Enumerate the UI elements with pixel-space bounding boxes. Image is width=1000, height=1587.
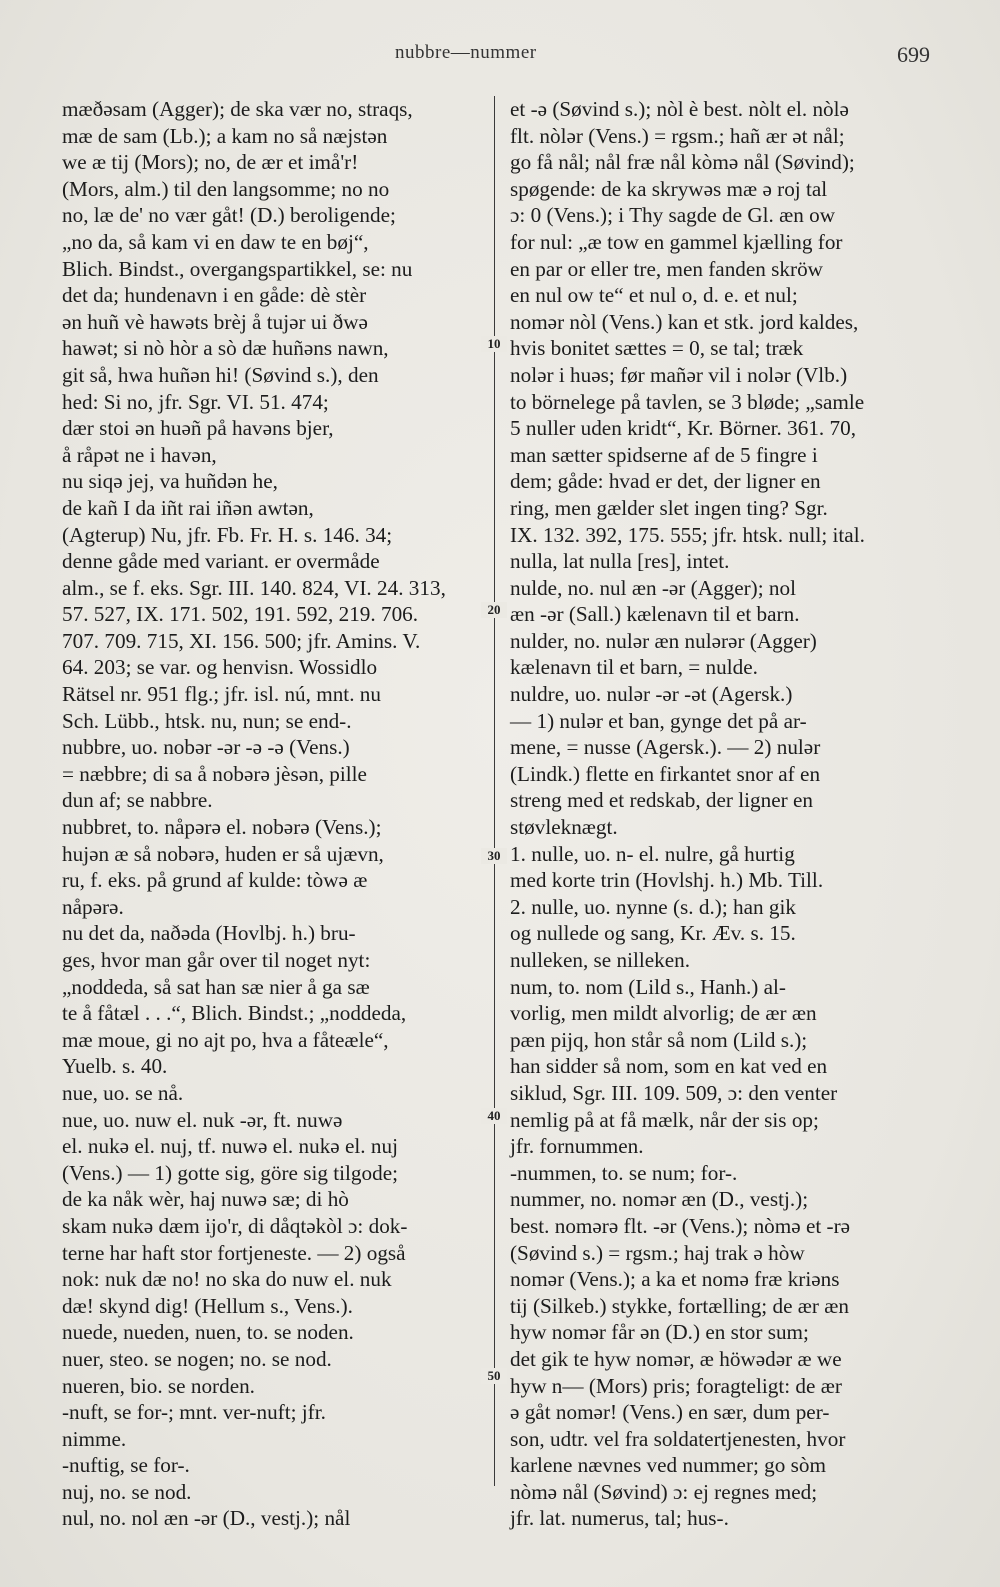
text-line: nue, uo. se nå. bbox=[62, 1080, 184, 1105]
text-line: for nul: „æ tow en gammel kjælling for bbox=[510, 229, 843, 254]
text-line: ges, hvor man går over til noget nyt: bbox=[62, 948, 371, 972]
text-line: hed: Si no, jfr. Sgr. VI. 51. 474; bbox=[62, 389, 329, 414]
text-line: nulde, no. nul æn -ər (Agger); nol bbox=[510, 575, 796, 600]
text-line: mæ de sam (Lb.); a kam no så næjstən bbox=[62, 123, 388, 148]
text-line: nòmə nål (Søvind) ɔ: ej regnes med; bbox=[510, 1479, 818, 1504]
text-line: nomər (Vens.); a ka et nomə fræ kriəns bbox=[510, 1267, 840, 1292]
text-line: el. nukə el. nuj, tf. nuwə el. nukə el. nuj bbox=[62, 1134, 398, 1159]
text-line: 1. nulle, uo. n- el. nulre, gå hurtig bbox=[510, 841, 795, 866]
text-line: han sidder så nom, som en kat ved en bbox=[510, 1054, 828, 1079]
text-line: 64. 203; se var. og henvisn. Wossidlo bbox=[62, 655, 378, 680]
text-line: hawət; si nò hòr a sò dæ huñəns nawn, bbox=[62, 336, 389, 361]
text-line: (Mors, alm.) til den langsomme; no no bbox=[62, 176, 390, 201]
text-line: ring, men gælder slet ingen ting? Sgr. bbox=[510, 495, 828, 520]
text-line: -nuft, se for-; mnt. ver-nuft; jfr. bbox=[62, 1400, 326, 1425]
text-line: man sætter spidserne af de 5 fingre i bbox=[510, 442, 818, 467]
text-line: en par or eller tre, men fanden skröw bbox=[510, 256, 823, 281]
text-line: go få nål; nål fræ nål kòmə nål (Søvind); bbox=[510, 150, 855, 175]
line-number-marker: 50 bbox=[481, 1368, 507, 1384]
text-line: et -ə (Søvind s.); nòl è best. nòlt el. nòlə bbox=[510, 97, 849, 121]
text-line: Yuelb. s. 40. bbox=[62, 1054, 168, 1079]
text-line: siklud, Sgr. III. 109. 509, ɔ: den venter bbox=[510, 1080, 838, 1105]
text-line: = næbbre; di sa å nobərə jèsən, pille bbox=[62, 761, 367, 786]
text-line: flt. nòlər (Vens.) = rgsm.; hañ ær ət nål; bbox=[510, 123, 845, 148]
text-line: jfr. lat. numerus, tal; hus-. bbox=[510, 1506, 729, 1531]
text-line: og nullede og sang, Kr. Æv. s. 15. bbox=[510, 921, 796, 946]
text-line: dær stoi ən huəñ på havəns bjer, bbox=[62, 416, 334, 441]
text-line: 57. 527, IX. 171. 502, 191. 592, 219. 706. bbox=[62, 602, 419, 627]
text-line: jfr. fornummen. bbox=[510, 1134, 644, 1159]
text-line: støvleknægt. bbox=[510, 815, 618, 840]
text-line: æn -ər (Sall.) kælenavn til et barn. bbox=[510, 602, 800, 627]
text-line: best. nomərə flt. -ər (Vens.); nòmə et -rə bbox=[510, 1213, 851, 1238]
text-line: det da; hundenavn i en gåde: dè stèr bbox=[62, 283, 367, 308]
text-line: alm., se f. eks. Sgr. III. 140. 824, VI. 24. 313, bbox=[62, 575, 446, 600]
text-line: 2. nulle, uo. nynne (s. d.); han gik bbox=[510, 894, 796, 919]
text-line: med korte trin (Hovlshj. h.) Mb. Till. bbox=[510, 868, 824, 893]
text-line: nok: nuk dæ no! no ska do nuw el. nuk bbox=[62, 1267, 392, 1292]
text-line: hyw nomər får ən (D.) en stor sum; bbox=[510, 1320, 809, 1345]
text-line: -nummen, to. se num; for-. bbox=[510, 1160, 738, 1185]
text-line: nåpərə. bbox=[62, 894, 124, 919]
text-line: denne gåde med variant. er overmåde bbox=[62, 549, 380, 574]
text-line: tij (Silkeb.) stykke, fortælling; de ær æn bbox=[510, 1293, 849, 1318]
text-line: nubbre, uo. nobər -ər -ə -ə (Vens.) bbox=[62, 735, 350, 760]
text-line: -nuftig, se for-. bbox=[62, 1453, 190, 1478]
text-line: — 1) nulər et ban, gynge det på ar- bbox=[510, 708, 807, 733]
text-line: (Søvind s.) = rgsm.; haj trak ə hòw bbox=[510, 1240, 805, 1265]
text-line: nul, no. nol æn -ər (D., vestj.); nål bbox=[62, 1506, 351, 1531]
text-line: nomər nòl (Vens.) kan et stk. jord kaldes, bbox=[510, 309, 859, 334]
text-line: nummer, no. nomər æn (D., vestj.); bbox=[510, 1187, 809, 1212]
text-line: 5 nuller uden kridt“, Kr. Börner. 361. 70, bbox=[510, 416, 857, 441]
line-number-marker: 10 bbox=[481, 336, 507, 352]
text-line: (Vens.) — 1) gotte sig, göre sig tilgode; bbox=[62, 1160, 399, 1185]
text-line: kælenavn til et barn, = nulde. bbox=[510, 655, 758, 680]
text-line: we æ tij (Mors); no, de ær et imå'r! bbox=[62, 150, 359, 175]
text-line: hvis bonitet sættes = 0, se tal; træk bbox=[510, 336, 804, 361]
text-line: nulder, no. nulər æn nulərər (Agger) bbox=[510, 628, 817, 653]
text-line: ən huñ vè hawəts brèj å tujər ui ðwə bbox=[62, 309, 368, 334]
text-line: hujən æ så nobərə, huden er så ujævn, bbox=[62, 841, 384, 866]
running-head: nubbre—nummer bbox=[395, 42, 537, 63]
text-line: dem; gåde: hvad er det, der ligner en bbox=[510, 469, 821, 494]
text-line: git så, hwa huñən hi! (Søvind s.), den bbox=[62, 362, 379, 387]
text-line: mæ moue, gi no ajt po, hva a fåteæle“, bbox=[62, 1027, 389, 1052]
text-line: de kañ I da iñt rai iñən awtən, bbox=[62, 495, 314, 520]
text-line: (Lindk.) flette en firkantet snor af en bbox=[510, 761, 821, 786]
line-number-marker: 40 bbox=[481, 1108, 507, 1124]
text-line: nulleken, se nilleken. bbox=[510, 948, 691, 972]
text-line: nuede, nueden, nuen, to. se noden. bbox=[62, 1320, 354, 1345]
text-line: dæ! skynd dig! (Hellum s., Vens.). bbox=[62, 1293, 353, 1318]
line-number-marker: 20 bbox=[481, 602, 507, 618]
text-line: vorlig, men mildt alvorlig; de ær æn bbox=[510, 1001, 817, 1026]
text-line: hyw n— (Mors) pris; foragteligt: de ær bbox=[510, 1373, 842, 1398]
text-line: ru, f. eks. på grund af kulde: tòwə æ bbox=[62, 868, 368, 893]
text-line: „noddeda, så sat han sæ nier å ga sæ bbox=[62, 974, 370, 999]
text-line: nuer, steo. se nogen; no. se nod. bbox=[62, 1346, 332, 1371]
text-line: IX. 132. 392, 175. 555; jfr. htsk. null; ital. bbox=[510, 522, 865, 547]
text-line: dun af; se nabbre. bbox=[62, 788, 213, 813]
text-line: ə gåt nomər! (Vens.) en sær, dum per- bbox=[510, 1400, 830, 1425]
text-line: nue, uo. nuw el. nuk -ər, ft. nuwə bbox=[62, 1107, 343, 1132]
line-number-marker: 30 bbox=[481, 848, 507, 864]
text-line: det gik te hyw nomər, æ höwədər æ we bbox=[510, 1346, 842, 1371]
text-line: te å fåtæl . . .“, Blich. Bindst.; „noddeda, bbox=[62, 1001, 407, 1026]
text-line: nolər i huəs; før mañər vil i nolər (Vlb.) bbox=[510, 362, 848, 387]
text-line: 707. 709. 715, XI. 156. 500; jfr. Amins. V. bbox=[62, 628, 421, 653]
text-line: terne har haft stor fortjeneste. — 2) også bbox=[62, 1240, 406, 1265]
text-line: å råpət ne i havən, bbox=[62, 442, 217, 467]
text-line: nulla, lat nulla [res], intet. bbox=[510, 549, 730, 574]
text-line: spøgende: de ka skrywəs mæ ə roj tal bbox=[510, 176, 828, 201]
text-line: (Agterup) Nu, jfr. Fb. Fr. H. s. 146. 34; bbox=[62, 522, 393, 547]
text-line: to börnelege på tavlen, se 3 bløde; „samle bbox=[510, 389, 865, 414]
text-line: num, to. nom (Lild s., Hanh.) al- bbox=[510, 974, 786, 999]
text-line: no, læ de' no vær gåt! (D.) beroligende; bbox=[62, 203, 396, 228]
text-line: son, udtr. vel fra soldatertjenesten, hvor bbox=[510, 1426, 846, 1451]
text-line: skam nukə dæm ijo'r, di dåqtəkòl ɔ: dok- bbox=[62, 1213, 408, 1238]
text-line: nu siqə jej, va huñdən he, bbox=[62, 469, 278, 494]
text-line: Rätsel nr. 951 flg.; jfr. isl. nú, mnt. nu bbox=[62, 682, 381, 707]
text-line: nubbret, to. nåpərə el. nobərə (Vens.); bbox=[62, 815, 382, 840]
text-line: nu det da, naðəda (Hovlbj. h.) bru- bbox=[62, 921, 356, 946]
text-line: mæðəsam (Agger); de ska vær no, straqs, bbox=[62, 97, 413, 121]
text-line: pæn pijq, hon står så nom (Lild s.); bbox=[510, 1027, 808, 1052]
text-line: en nul ow te“ et nul o, d. e. et nul; bbox=[510, 283, 798, 308]
page-number: 699 bbox=[897, 42, 930, 67]
text-line: Sch. Lübb., htsk. nu, nun; se end-. bbox=[62, 708, 352, 733]
text-line: ɔ: 0 (Vens.); i Thy sagde de Gl. æn ow bbox=[510, 203, 836, 228]
text-line: „no da, så kam vi en daw te en bøj“, bbox=[62, 229, 369, 254]
text-line: nimme. bbox=[62, 1426, 127, 1451]
text-line: nemlig på at få mælk, når der sis op; bbox=[510, 1107, 819, 1132]
text-line: nuldre, uo. nulər -ər -ət (Agersk.) bbox=[510, 682, 793, 707]
text-line: nueren, bio. se norden. bbox=[62, 1373, 255, 1398]
text-line: nuj, no. se nod. bbox=[62, 1479, 192, 1504]
text-line: streng med et redskab, der ligner en bbox=[510, 788, 813, 813]
text-line: Blich. Bindst., overgangspartikkel, se: nu bbox=[62, 256, 413, 281]
text-line: de ka nåk wèr, haj nuwə sæ; di hò bbox=[62, 1187, 349, 1212]
text-line: mene, = nusse (Agersk.). — 2) nulər bbox=[510, 735, 821, 760]
text-line: karlene nævnes ved nummer; go sòm bbox=[510, 1453, 826, 1478]
